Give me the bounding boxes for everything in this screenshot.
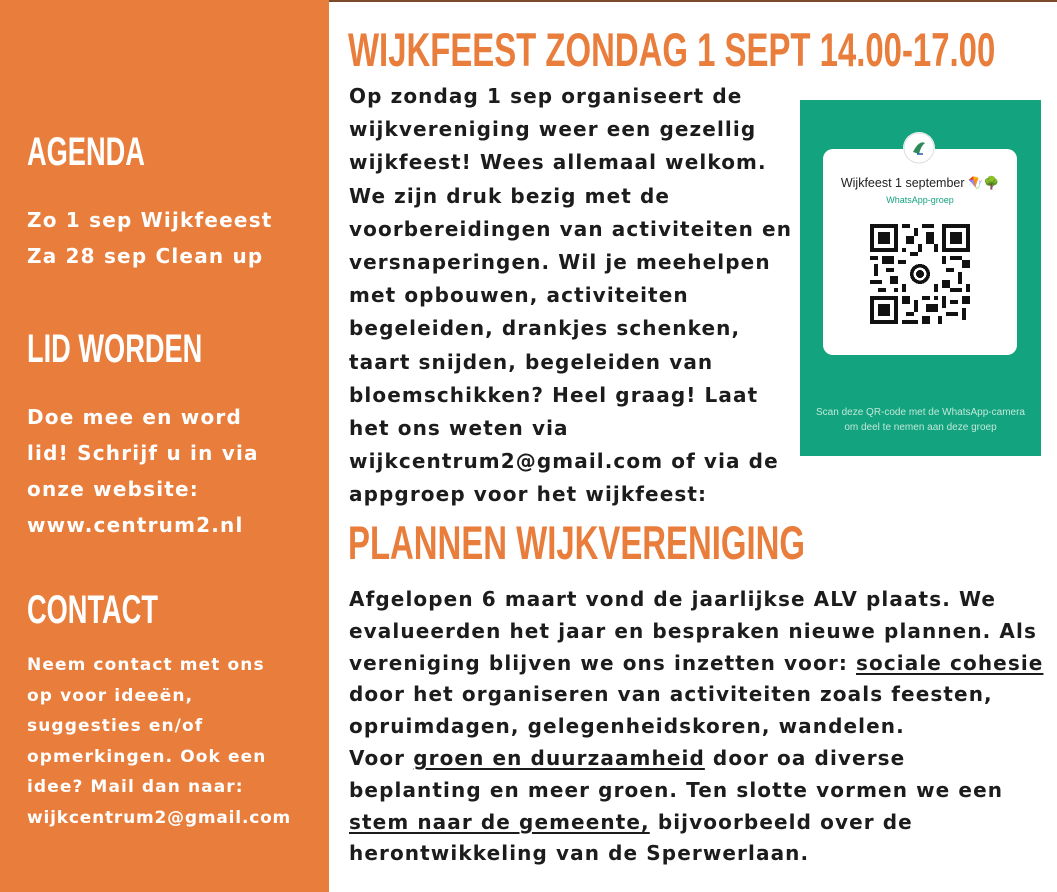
paragraph-line: begeleiden, drankjes schenken, <box>349 316 741 341</box>
underlined-stem-gemeente: stem naar de gemeente, <box>349 809 650 834</box>
contact-line: suggesties en/of <box>27 716 204 737</box>
contact-text <box>27 650 291 834</box>
paragraph-line: evalueerden het jaar en bespraken nieuwe plannen. Als <box>349 618 1037 643</box>
website-link[interactable]: www.centrum2.nl <box>27 513 244 537</box>
lid-worden-line: lid! Schrijf u in via <box>27 441 259 465</box>
paragraph-line: voorbereidingen van activiteiten en <box>349 216 793 241</box>
paragraph-line: We zijn druk bezig met de <box>349 183 671 208</box>
paragraph-line: Afgelopen 6 maart vond de jaarlijkse ALV plaats. We <box>349 587 997 611</box>
underlined-sociale-cohesie: sociale cohesie <box>855 650 1044 675</box>
paragraph-line: door het organiseren van activiteiten zoals feesten, <box>349 682 993 707</box>
agenda-item: Za 28 sep Clean up <box>27 244 264 268</box>
paragraph-line: met opbouwen, activiteiten <box>349 283 689 308</box>
agenda-list <box>27 202 273 274</box>
paragraph-line <box>349 807 1043 839</box>
qr-inner-card <box>823 149 1017 355</box>
text-span: Voor <box>349 745 414 770</box>
contact-line: opmerkingen. Ook een <box>27 746 267 767</box>
plannen-text <box>349 584 1043 870</box>
paragraph-line: herontwikkeling van de Sperwerlaan. <box>349 841 810 866</box>
paragraph-line: Op zondag 1 sep organiseert de <box>349 84 743 108</box>
underlined-groen-duurzaamheid: groen en duurzaamheid <box>413 745 705 770</box>
plannen-heading: PLANNEN WIJKVERENIGING <box>348 516 805 569</box>
contact-line: op voor ideeën, <box>27 685 194 706</box>
sidebar <box>0 0 329 892</box>
paragraph-line: het ons weten via <box>349 415 569 440</box>
qr-code-icon[interactable] <box>870 224 970 324</box>
paragraph-line: wijkcentrum2@gmail.com of via de <box>349 449 779 474</box>
agenda-heading: AGENDA <box>27 130 145 174</box>
paragraph-line: wijkvereniging weer een gezellig <box>349 117 757 142</box>
paragraph-line: wijkfeest! Wees allemaal welkom. <box>349 150 767 175</box>
contact-line: idee? Mail dan naar: <box>27 777 244 798</box>
contact-email-link[interactable]: wijkcentrum2@gmail.com <box>27 807 292 828</box>
paragraph-line: beplanting en meer groen. Ten slotte vormen we een <box>349 777 1004 802</box>
qr-caption-text: Scan deze QR-code met de WhatsApp-camera om deel te nemen aan deze groep <box>816 407 1025 433</box>
text-span: bijvoorbeeld over de <box>649 809 913 834</box>
contact-line: Neem contact met ons <box>27 655 265 675</box>
paragraph-line: opruimdagen, gelegenheidskoren, wandelen. <box>349 714 905 739</box>
text-span: door oa diverse <box>704 745 906 770</box>
contact-heading: CONTACT <box>27 588 158 632</box>
lid-worden-line: Doe mee en word <box>27 405 242 429</box>
lid-worden-heading: LID WORDEN <box>27 327 203 371</box>
paragraph-line: bloemschikken? Heel graag! Laat <box>349 382 759 407</box>
paragraph-line <box>349 743 1043 775</box>
paragraph-line: taart snijden, begeleiden van <box>349 349 714 374</box>
whatsapp-qr-card[interactable] <box>800 100 1041 456</box>
paragraph-line: versnaperingen. Wil je meehelpen <box>349 249 771 274</box>
qr-group-title: Wijkfeest 1 september 🪁🌳 <box>840 176 1000 190</box>
lid-worden-text <box>27 399 259 543</box>
group-logo-icon <box>903 132 935 164</box>
wijkfeest-heading: WIJKFEEST ZONDAG 1 SEPT 14.00-17.00 <box>348 23 996 76</box>
qr-group-subtitle: WhatsApp-groep <box>886 195 954 205</box>
paragraph-line <box>349 648 1043 680</box>
paragraph-line: appgroep voor het wijkfeest: <box>349 482 708 507</box>
lid-worden-line: onze website: <box>27 477 199 501</box>
agenda-item: Zo 1 sep Wijkfeeest <box>27 208 273 232</box>
text-span: vereniging blijven we ons inzetten voor: <box>349 650 856 675</box>
wijkfeest-text <box>349 80 792 511</box>
